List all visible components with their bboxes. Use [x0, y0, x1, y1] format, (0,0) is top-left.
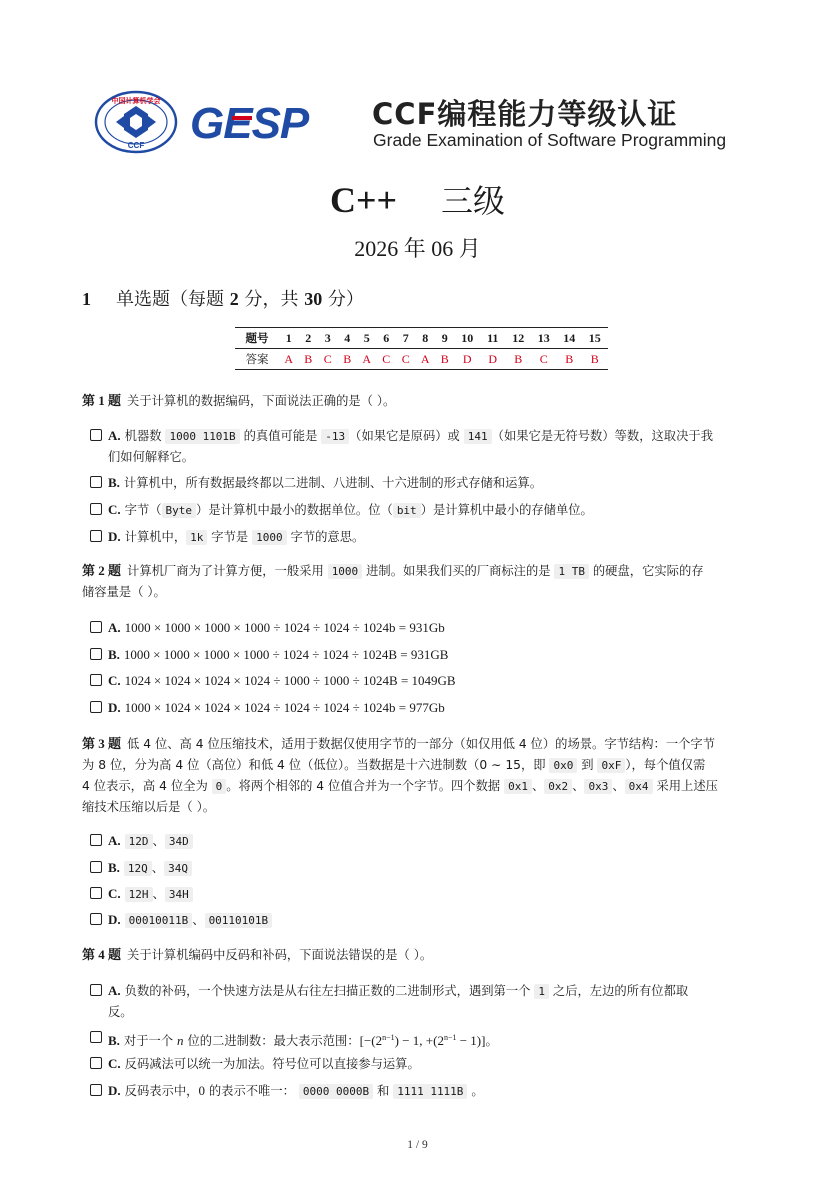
option-math: 1000 × 1000 × 1000 × 1000 ÷ 1024 ÷ 1024 ÷ 1024b = 931Gb: [124, 620, 445, 635]
brand-title-en: Grade Examination of Software Programming: [373, 130, 727, 150]
question-stem: 缩技术压缩以后是（ ）。: [82, 800, 216, 814]
answer-cell: B: [440, 351, 449, 366]
question-number-cell: 1: [279, 328, 299, 349]
checkbox-icon[interactable]: [90, 503, 102, 515]
gesp-logo-text: GESP: [190, 99, 309, 146]
question-stem: 低 4 位、高 4 位压缩技术，适用于数据仅使用字节的一部分（如仅用低 4 位）的场景。字节结构：一个字节: [127, 737, 716, 751]
page-number: 1 / 9: [407, 1139, 428, 1151]
answer-table-header-row: [235, 328, 608, 349]
question-number-cell: 3: [318, 328, 338, 349]
option-math: 0: [198, 1083, 205, 1098]
option-math: [−(2: [359, 1033, 383, 1049]
q2-option-c[interactable]: [90, 670, 755, 692]
q2-option-b[interactable]: [90, 644, 755, 666]
code-span: bit: [393, 503, 421, 518]
question-stem: 到: [577, 758, 598, 772]
code-span: 0x0: [549, 758, 577, 773]
option-letter: B.: [108, 647, 120, 662]
option-letter: A.: [108, 983, 121, 998]
code-span: 1000 1101B: [165, 429, 239, 444]
math-var: n: [177, 1033, 184, 1049]
question-number-cell: 7: [396, 328, 416, 349]
code-span: 0000 0000B: [299, 1084, 373, 1099]
checkbox-icon[interactable]: [90, 887, 102, 899]
code-span: 1k: [186, 530, 207, 545]
code-span: 0: [212, 779, 227, 794]
question-number-cell: 4: [338, 328, 358, 349]
checkbox-icon[interactable]: [90, 674, 102, 686]
checkbox-icon[interactable]: [90, 861, 102, 873]
code-span: 1 TB: [554, 564, 589, 579]
checkbox-icon[interactable]: [90, 648, 102, 660]
checkbox-icon[interactable]: [90, 1031, 102, 1043]
option-text: 字节（: [124, 503, 162, 517]
option-text: 机器数: [124, 429, 166, 443]
separator: 、: [152, 834, 165, 848]
question-number-cell: 10: [455, 328, 481, 349]
code-span: 1111 1111B: [393, 1084, 467, 1099]
title-language: C++: [329, 180, 397, 220]
option-math: 1024 × 1024 × 1024 × 1024 ÷ 1000 ÷ 1000 ÷ 1024B = 1049GB: [124, 673, 456, 688]
option-letter: C.: [108, 673, 121, 688]
option-text: 负数的补码，一个快速方法是从右往左扫描正数的二进制形式，遇到第一个: [124, 984, 535, 998]
checkbox-icon[interactable]: [90, 1057, 102, 1069]
option-letter: B.: [108, 860, 120, 875]
q2-option-d[interactable]: [90, 697, 755, 719]
option-letter: A.: [108, 428, 121, 443]
answer-cell: B: [514, 351, 523, 366]
question-stem: 的硬盘，它实际的存: [588, 564, 704, 578]
option-text: 反码表示中，: [124, 1084, 199, 1098]
title-level: 三级: [441, 182, 506, 220]
question-stem: 采用上述压: [652, 779, 718, 793]
code-span: 0x1: [504, 779, 532, 794]
answer-cell: A: [420, 351, 430, 366]
question-1: [82, 390, 754, 412]
separator: 、: [531, 779, 545, 793]
q1-option-a[interactable]: [90, 425, 755, 468]
answer-cell: D: [462, 351, 472, 366]
question-stem: 为 8 位，分为高 4 位（高位）和低 4 位（低位）。当数据是十六进制数（0 ∼ 15，即: [82, 758, 550, 772]
q3-option-c[interactable]: [90, 883, 755, 905]
code-span: 0xF: [597, 758, 625, 773]
question-number-cell: 11: [480, 328, 506, 349]
section-points-each: 2: [229, 289, 239, 309]
section-points-total: 30: [304, 289, 323, 309]
checkbox-icon[interactable]: [90, 984, 102, 996]
code-span: 12H: [125, 887, 153, 902]
answer-cell: C: [401, 351, 410, 366]
q3-option-a[interactable]: [90, 830, 755, 852]
row-label-number: 题号: [235, 328, 279, 349]
option-text: 位的二进制数：最大表示范围：: [183, 1034, 360, 1049]
option-text: 反码减法可以统一为加法。符号位可以直接参与运算。: [124, 1057, 420, 1071]
q1-option-b[interactable]: [90, 472, 755, 494]
section-text-pre: 单选题（每题: [116, 289, 230, 310]
exam-date: 2026 年 06 月: [354, 236, 481, 261]
code-span: 34Q: [164, 861, 192, 876]
option-math: − 1)]: [456, 1033, 486, 1049]
q4-option-c[interactable]: [90, 1053, 755, 1075]
question-number: 第 3 题: [82, 736, 122, 751]
option-text: 字节的意思。: [286, 530, 365, 544]
question-number-cell: 15: [582, 328, 608, 349]
code-span: 12D: [125, 834, 153, 849]
question-stem: ），每个值仅需: [625, 758, 706, 772]
answer-cell: B: [343, 351, 352, 366]
answer-cell: A: [284, 351, 294, 366]
section-number: 1: [82, 289, 91, 309]
q1-option-d[interactable]: [90, 526, 755, 548]
question-stem: 4 位表示，高 4 位全为: [82, 779, 212, 793]
question-number: 第 4 题: [82, 947, 122, 962]
answer-table-answer-row: [235, 349, 608, 370]
answer-cell: C: [539, 351, 548, 366]
code-span: Byte: [162, 503, 197, 518]
question-stem: 进制。如果我们买的厂商标注的是: [362, 564, 555, 578]
option-letter: C.: [108, 1056, 121, 1071]
checkbox-icon[interactable]: [90, 476, 102, 488]
code-span: 1000: [328, 564, 363, 579]
separator: 、: [151, 861, 165, 875]
checkbox-icon[interactable]: [90, 621, 102, 633]
question-number-cell: 6: [377, 328, 397, 349]
answer-key-table: [235, 327, 608, 370]
option-math: 1000 × 1024 × 1024 × 1024 ÷ 1024 ÷ 1024 ÷ 1024b = 977Gb: [124, 700, 445, 715]
checkbox-icon[interactable]: [90, 429, 102, 441]
separator: 、: [612, 779, 625, 793]
q3-option-d[interactable]: [90, 909, 755, 931]
option-text: ）是计算机中最小的存储单位。: [420, 503, 593, 517]
option-text: 。: [467, 1084, 484, 1098]
section-text-post: 分）: [322, 289, 364, 310]
answer-cell: B: [565, 351, 574, 366]
answer-cell: B: [590, 351, 599, 366]
question-number-cell: 5: [357, 328, 377, 349]
option-text: 们如何解释它。: [108, 450, 195, 464]
answer-cell: A: [362, 351, 372, 366]
question-number: 第 1 题: [82, 393, 122, 408]
option-text: 之后，左边的所有位都取: [548, 984, 689, 998]
option-text: 对于一个: [123, 1034, 178, 1049]
checkbox-icon[interactable]: [90, 834, 102, 846]
checkbox-icon[interactable]: [90, 701, 102, 713]
answer-cell: C: [323, 351, 332, 366]
separator: 、: [572, 779, 585, 793]
code-span: -13: [321, 429, 349, 444]
option-text: 的真值可能是: [239, 429, 322, 443]
option-letter: B.: [108, 475, 120, 490]
checkbox-icon[interactable]: [90, 913, 102, 925]
question-stem: 储容量是（ ）。: [82, 585, 166, 599]
question-stem: 。将两个相邻的 4 位值合并为一个字节。四个数据: [226, 779, 505, 793]
option-letter: A.: [108, 620, 121, 635]
exam-title: [0, 176, 835, 222]
option-text: （如果它是无符号数）等数，这取决于我: [491, 429, 713, 443]
option-math: ) − 1, +(2: [394, 1033, 444, 1049]
answer-cell: D: [488, 351, 498, 366]
option-letter: D.: [108, 529, 121, 544]
question-4: [82, 944, 754, 966]
seal-text-top: 中国计算机学会: [111, 97, 161, 105]
code-span: 1: [534, 984, 549, 999]
option-text: 字节是: [207, 530, 253, 544]
option-text: ）是计算机中最小的数据单位。位（: [196, 503, 393, 517]
option-letter: C.: [108, 502, 121, 517]
gesp-logo: [190, 98, 348, 146]
answer-cell: B: [304, 351, 313, 366]
question-2: [82, 560, 754, 603]
option-letter: B.: [108, 1033, 120, 1049]
code-span: 0x4: [625, 779, 653, 794]
option-letter: A.: [108, 833, 121, 848]
q4-option-a[interactable]: [90, 980, 755, 1023]
checkbox-icon[interactable]: [90, 1084, 102, 1096]
code-span: 00110101B: [205, 913, 273, 928]
code-span: 141: [464, 429, 492, 444]
question-stem: 关于计算机编码中反码和补码，下面说法错误的是（ ）。: [127, 948, 433, 962]
q4-option-b[interactable]: [90, 1027, 755, 1052]
option-text: 计算机中，所有数据最终都以二进制、八进制、十六进制的形式存储和运算。: [123, 476, 543, 490]
ccf-seal-logo: [94, 90, 178, 154]
option-math: 1000 × 1000 × 1000 × 1000 ÷ 1024 ÷ 1024 ÷ 1024B = 931GB: [123, 647, 449, 662]
option-text: 和: [373, 1084, 394, 1098]
question-number-cell: 8: [416, 328, 436, 349]
q4-option-d[interactable]: [90, 1080, 755, 1102]
checkbox-icon[interactable]: [90, 530, 102, 542]
code-span: 34D: [165, 834, 193, 849]
question-number-cell: 2: [299, 328, 319, 349]
q3-option-b[interactable]: [90, 857, 755, 879]
code-span: 00010011B: [125, 913, 193, 928]
q1-option-c[interactable]: [90, 499, 755, 521]
math-superscript: n−1: [443, 1033, 457, 1042]
separator: 、: [192, 913, 205, 927]
question-number-cell: 14: [557, 328, 583, 349]
section-heading: [82, 285, 364, 311]
code-span: 34H: [165, 887, 193, 902]
brand-title-cn: CCF编程能力等级认证: [372, 97, 678, 131]
code-span: 12Q: [124, 861, 152, 876]
option-letter: D.: [108, 1083, 121, 1098]
row-label-answer: 答案: [245, 352, 269, 366]
option-letter: D.: [108, 700, 121, 715]
question-number-cell: 13: [531, 328, 557, 349]
option-text: 计算机中，: [124, 530, 187, 544]
code-span: 0x2: [544, 779, 572, 794]
section-text-mid: 分，共: [238, 289, 305, 310]
separator: 、: [152, 887, 165, 901]
question-number: 第 2 题: [82, 563, 122, 578]
question-stem: 关于计算机的数据编码，下面说法正确的是（ ）。: [127, 394, 396, 408]
exam-header: [94, 90, 744, 156]
answer-cell: C: [382, 351, 391, 366]
option-text: （如果它是原码）或: [349, 429, 464, 443]
option-text: 。: [485, 1034, 498, 1049]
option-letter: C.: [108, 886, 121, 901]
math-superscript: n−1: [382, 1033, 395, 1042]
question-number-cell: 9: [435, 328, 455, 349]
seal-text-bottom: CCF: [127, 141, 145, 150]
code-span: 1000: [252, 530, 287, 545]
q2-option-a[interactable]: [90, 617, 755, 639]
option-text: 的表示不唯一：: [204, 1084, 299, 1098]
option-text: 反。: [108, 1005, 133, 1019]
question-number-cell: 12: [506, 328, 532, 349]
question-stem: 计算机厂商为了计算方便，一般采用: [127, 564, 328, 578]
option-letter: D.: [108, 912, 121, 927]
code-span: 0x3: [584, 779, 612, 794]
question-3: [82, 733, 754, 818]
